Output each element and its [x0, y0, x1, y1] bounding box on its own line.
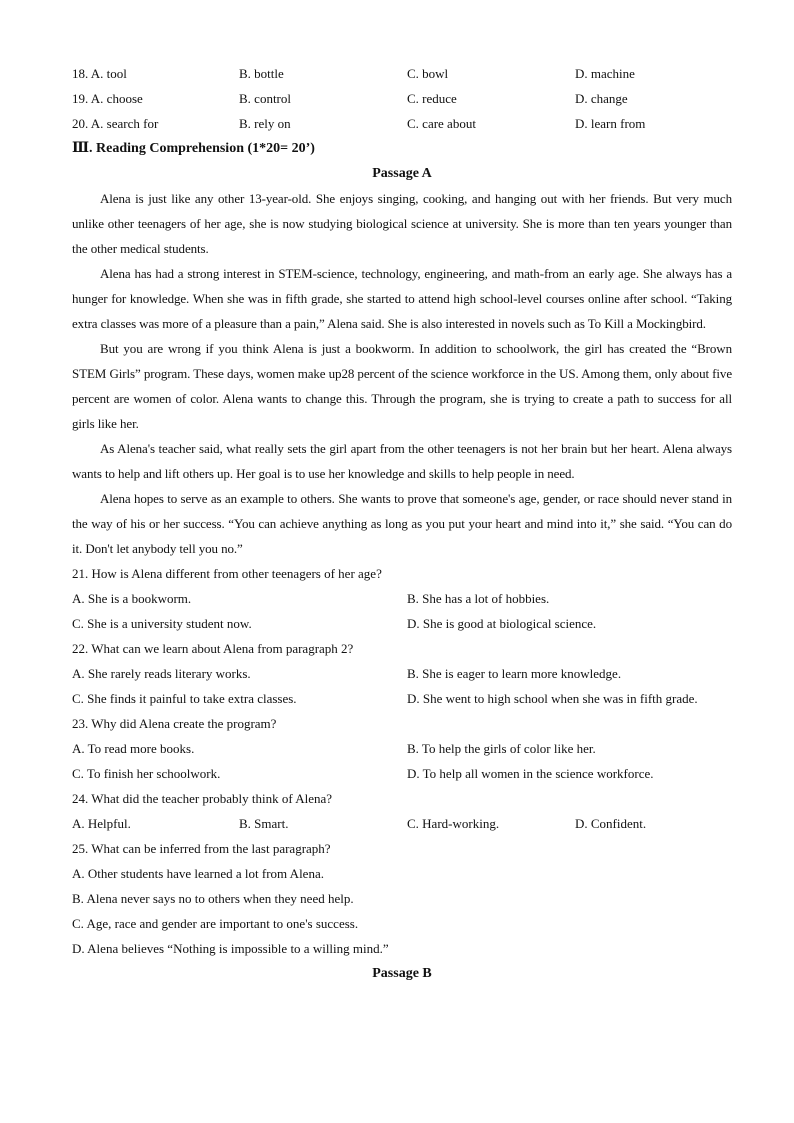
- option-a: A. Other students have learned a lot from Alena.: [72, 866, 324, 881]
- option-d: D. machine: [575, 66, 635, 81]
- question-22-stem: 22. What can we learn about Alena from paragraph 2?: [72, 641, 354, 656]
- option-d: D. To help all women in the science workforce.: [407, 766, 654, 781]
- question-24-stem: 24. What did the teacher probably think of Alena?: [72, 791, 333, 806]
- question-22-options-row-2: [72, 686, 732, 711]
- option-b: B. rely on: [239, 116, 291, 131]
- question-23-stem: 23. Why did Alena create the program?: [72, 716, 277, 731]
- option-b: B. To help the girls of color like her.: [407, 741, 596, 756]
- passage-a-paragraph-4: As Alena's teacher said, what really sets the girl apart from the other teenagers is not her brain but her heart. Alena always wants to help and lift others up. Her goal is to use her knowledge and skills to help people in need.: [72, 441, 732, 481]
- section-title: Ⅲ. Reading Comprehension (1*20= 20’): [72, 141, 315, 156]
- option-a: A. Helpful.: [72, 816, 131, 831]
- option-a: 20. A. search for: [72, 116, 159, 131]
- option-c: C. To finish her schoolwork.: [72, 766, 221, 781]
- passage-a-paragraph-1: Alena is just like any other 13-year-old. She enjoys singing, cooking, and hanging out with her friends. But very much unlike other teenagers of her age, she is now studying biological science at university. She is more than ten years younger than the other medical students.: [72, 191, 732, 256]
- option-a: A. To read more books.: [72, 741, 195, 756]
- option-c: C. She is a university student now.: [72, 616, 252, 631]
- option-d: D. Alena believes “Nothing is impossible to a willing mind.”: [72, 941, 389, 956]
- option-a: A. She is a bookworm.: [72, 591, 192, 606]
- question-21-options-row-2: [72, 611, 732, 636]
- question-21-stem: 21. How is Alena different from other teenagers of her age?: [72, 566, 382, 581]
- question-25-stem: 25. What can be inferred from the last paragraph?: [72, 841, 331, 856]
- passage-a-paragraph-3: But you are wrong if you think Alena is just a bookworm. In addition to schoolwork, the girl has created the “Brown STEM Girls” program. These days, women make up28 percent of the science workforce in the US. Among them, only about five percent are women of color. Alena wants to change this. Through the program, she is trying to create a path to success for all girls like her.: [72, 341, 732, 431]
- option-a: 19. A. choose: [72, 91, 143, 106]
- option-d: D. She is good at biological science.: [407, 616, 597, 631]
- question-18: [72, 61, 732, 86]
- question-19: [72, 86, 732, 111]
- option-c: C. bowl: [407, 66, 449, 81]
- option-c: C. She finds it painful to take extra classes.: [72, 691, 297, 706]
- question-24-options: [72, 811, 732, 836]
- option-c: C. Age, race and gender are important to one's success.: [72, 916, 359, 931]
- question-23-options-row-1: [72, 736, 732, 761]
- question-22-options-row-1: [72, 661, 732, 686]
- passage-a-title: Passage A: [372, 166, 432, 181]
- option-b: B. bottle: [239, 66, 284, 81]
- option-c: C. care about: [407, 116, 476, 131]
- question-21-options-row-1: [72, 586, 732, 611]
- option-b: B. She has a lot of hobbies.: [407, 591, 550, 606]
- option-b: B. Smart.: [239, 816, 289, 831]
- question-20: [72, 111, 732, 136]
- option-c: C. reduce: [407, 91, 457, 106]
- option-d: D. Confident.: [575, 816, 647, 831]
- option-d: D. learn from: [575, 116, 646, 131]
- option-b: B. control: [239, 91, 291, 106]
- option-d: D. She went to high school when she was in fifth grade.: [407, 691, 698, 706]
- option-b: B. She is eager to learn more knowledge.: [407, 666, 622, 681]
- passage-b-title: Passage B: [372, 966, 432, 981]
- question-23-options-row-2: [72, 761, 732, 786]
- option-c: C. Hard-working.: [407, 816, 500, 831]
- option-a: A. She rarely reads literary works.: [72, 666, 251, 681]
- passage-a-paragraph-2: Alena has had a strong interest in STEM-science, technology, engineering, and math-from an early age. She always has a hunger for knowledge. When she was in fifth grade, she started to attend high school-level courses online after school. “Taking extra classes was more of a pleasure than a pain,” Alena said. She is also interested in novels such as To Kill a Mockingbird.: [72, 266, 732, 331]
- exam-page: [72, 61, 732, 986]
- option-b: B. Alena never says no to others when they need help.: [72, 891, 354, 906]
- option-d: D. change: [575, 91, 628, 106]
- passage-a-paragraph-5: Alena hopes to serve as an example to others. She wants to prove that someone's age, gender, or race should never stand in the way of his or her success. “You can achieve anything as long as you put your heart and mind into it,” she said. “You can do it. Don't let anybody tell you no.”: [72, 491, 732, 556]
- option-a: 18. A. tool: [72, 66, 127, 81]
